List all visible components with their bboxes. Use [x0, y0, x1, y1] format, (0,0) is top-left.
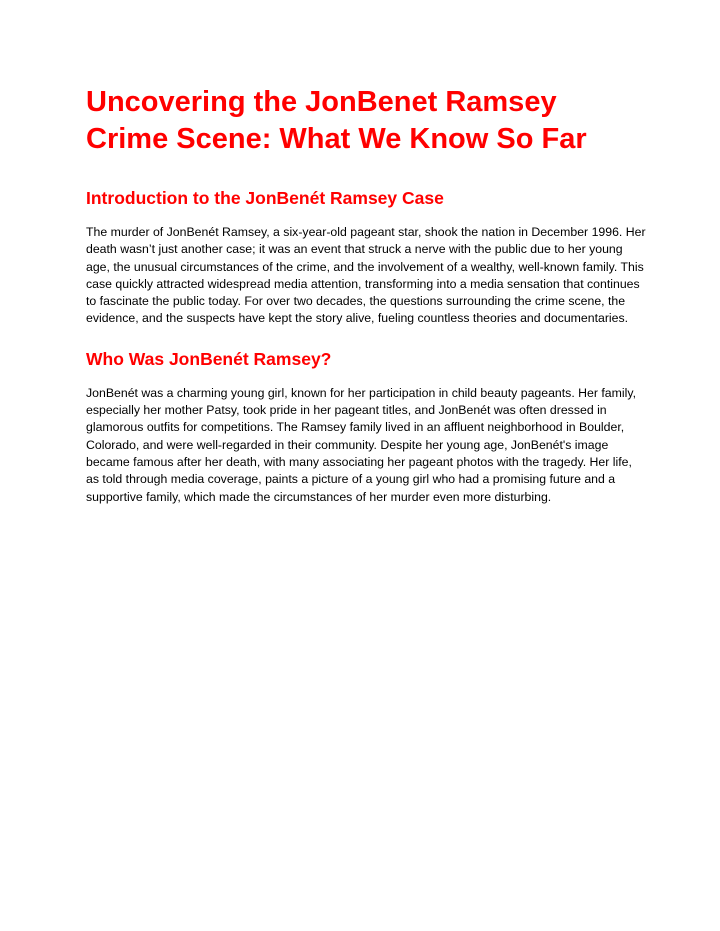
section-paragraph-introduction: The murder of JonBenét Ramsey, a six-year-old pageant star, shook the nation in December 1996. Her death wasn’t just another case; it was an event that struck a nerve with the public due to her young age, the unusual circumstances of the crime, and the involvement of a wealthy, well-known family. This case quickly attracted widespread media attention, transforming into a media sensation that continues to fascinate the public today. For over two decades, the questions surrounding the crime scene, the evidence, and the suspects have kept the story alive, fueling countless theories and documentaries.	[86, 225, 646, 326]
section-paragraph-who-was-jonbenet: JonBenét was a charming young girl, known for her participation in child beauty pageants. Her family, especially her mother Patsy, took pride in her pageant titles, and JonBenét was often dressed in glamorous outfits for competitions. The Ramsey family lived in an affluent neighborhood in Boulder, Colorado, and were well-regarded in their community. Despite her young age, JonBenét's image became famous after her death, with many associating her pageant photos with the tragedy. Her life, as told through media coverage, paints a picture of a young girl who had a promising future and a supportive family, which made the circumstances of her murder even more disturbing.	[86, 385, 637, 504]
section-heading-introduction: Introduction to the JonBenét Ramsey Case	[86, 188, 444, 208]
document-page	[86, 84, 646, 506]
section-heading-who-was-jonbenet: Who Was JonBenét Ramsey?	[86, 348, 332, 369]
document-title: Uncovering the JonBenet Ramsey Crime Scene: What We Know So Far	[86, 86, 587, 155]
